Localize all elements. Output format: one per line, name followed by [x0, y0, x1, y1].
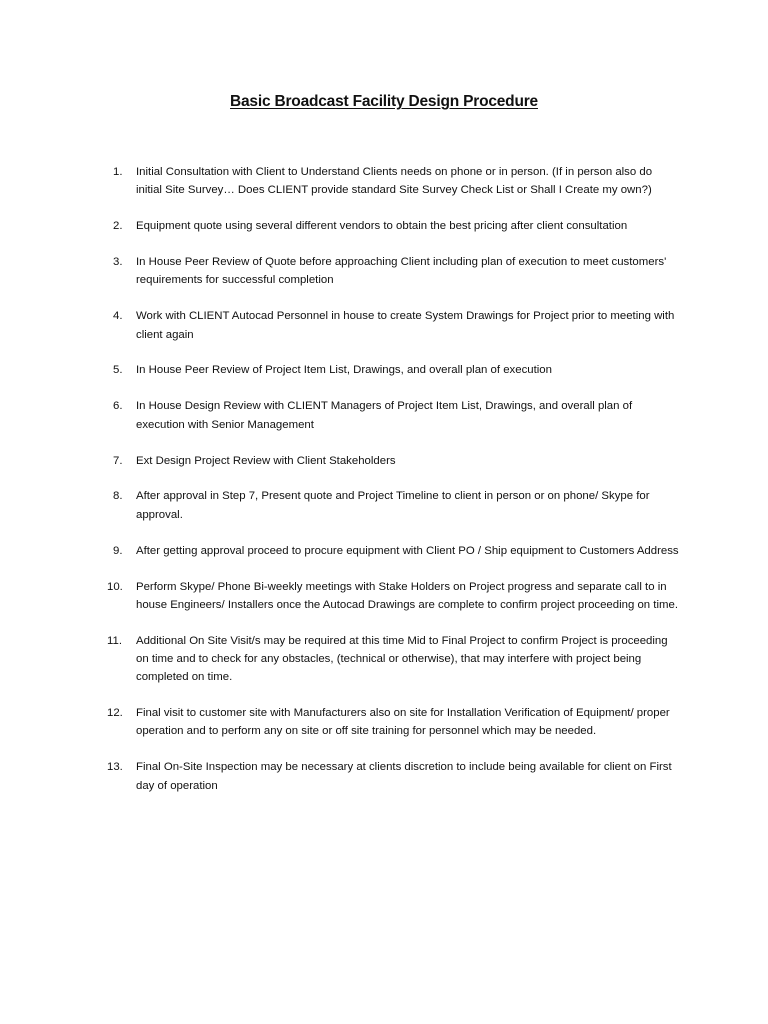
procedure-step	[107, 361, 679, 379]
procedure-list	[107, 163, 679, 813]
step-number: 8.	[113, 490, 123, 503]
step-number: 11.	[107, 634, 122, 647]
procedure-step	[107, 632, 679, 687]
step-text: After getting approval proceed to procure equipment with Client PO / Ship equipment to Customers Address	[136, 544, 679, 557]
step-number: 3.	[113, 256, 123, 269]
step-text: Ext Design Project Review with Client Stakeholders	[136, 454, 396, 467]
step-number: 1.	[113, 166, 123, 178]
procedure-step	[107, 217, 679, 235]
step-text: Equipment quote using several different vendors to obtain the best pricing after client consultation	[136, 220, 628, 233]
procedure-step	[107, 487, 679, 524]
procedure-step	[107, 452, 679, 470]
step-number: 6.	[113, 400, 123, 413]
procedure-step	[107, 307, 679, 344]
procedure-step	[107, 397, 679, 434]
step-number: 7.	[113, 454, 123, 467]
procedure-step	[107, 253, 679, 290]
step-number: 4.	[113, 310, 123, 323]
step-text: In House Peer Review of Quote before approaching Client including plan of execution to meet customers' requirements for successful completion	[136, 256, 667, 287]
step-number: 9.	[113, 544, 123, 557]
procedure-step	[107, 542, 679, 560]
step-text: Additional On Site Visit/s may be required at this time Mid to Final Project to confirm Project is proceeding on time and to check for any obstacles, (technical or otherwise), that may interfere with project being completed on time.	[136, 634, 668, 684]
step-text: Final visit to customer site with Manufacturers also on site for Installation Verification of Equipment/ proper operation and to perform any on site or off site training for personnel which may be needed.	[136, 707, 670, 738]
step-text: Work with CLIENT Autocad Personnel in house to create System Drawings for Project prior to meeting with client again	[136, 310, 675, 341]
procedure-step	[107, 163, 679, 200]
step-number: 5.	[113, 364, 123, 377]
procedure-step	[107, 578, 679, 615]
step-text: In House Peer Review of Project Item List, Drawings, and overall plan of execution	[136, 364, 552, 377]
step-text: In House Design Review with CLIENT Managers of Project Item List, Drawings, and overall plan of execution with Senior Management	[136, 400, 633, 431]
step-number: 12.	[107, 707, 123, 720]
step-number: 13.	[107, 761, 123, 774]
step-text: Final On-Site Inspection may be necessary at clients discretion to include being available for client on First day of operation	[136, 761, 672, 792]
step-number: 10.	[107, 580, 123, 593]
step-text: Perform Skype/ Phone Bi-weekly meetings with Stake Holders on Project progress and separate call to in house Engineers/ Installers once the Autocad Drawings are complete to confirm project proceeding on time.	[136, 580, 678, 611]
procedure-step	[107, 704, 679, 741]
procedure-step	[107, 758, 679, 795]
step-number: 2.	[113, 220, 123, 233]
step-text: Initial Consultation with Client to Understand Clients needs on phone or in person. (If in person also do initial Site Survey… Does CLIENT provide standard Site Survey Check List or Shall I Create my own?)	[136, 166, 653, 197]
step-text: After approval in Step 7, Present quote and Project Timeline to client in person or on phone/ Skype for approval.	[136, 490, 650, 521]
document-title: Basic Broadcast Facility Design Procedure	[230, 93, 538, 110]
